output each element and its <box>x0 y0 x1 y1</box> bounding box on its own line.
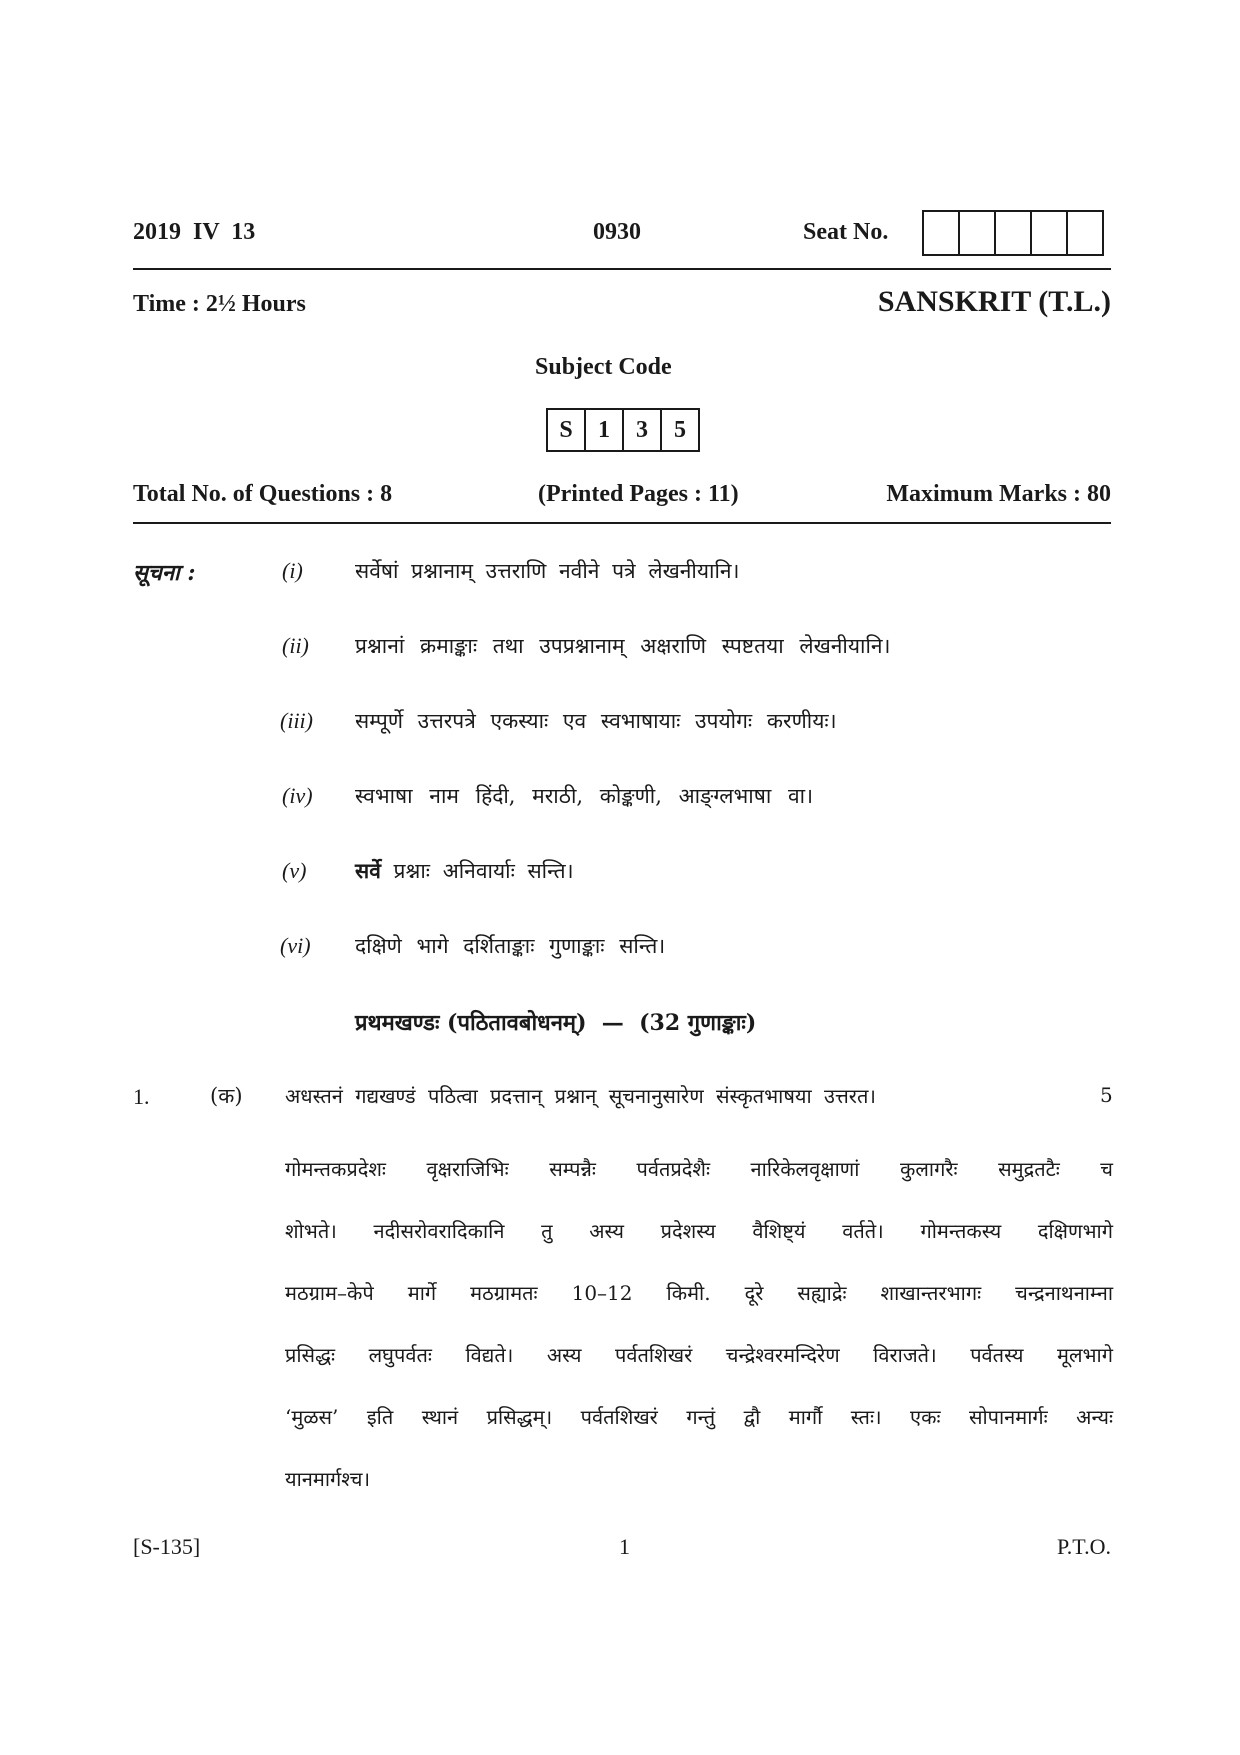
paper-code: 0930 <box>593 219 641 245</box>
seat-cell[interactable] <box>960 212 996 254</box>
subject-code-char: 1 <box>586 410 624 450</box>
passage <box>285 1138 1113 1510</box>
subject-code-char: 5 <box>674 416 686 443</box>
instruction-number: (iv) <box>282 783 313 808</box>
passage-line: यानमार्गश्च। <box>285 1467 371 1491</box>
instruction-number: (v) <box>282 858 307 883</box>
header-rule <box>133 268 1111 270</box>
page-number: 1 <box>619 1534 630 1559</box>
subject-code-char: 3 <box>624 410 662 450</box>
section-title: प्रथमखण्डः (पठितावबोधनम्) — (32 गुणाङ्काः) <box>355 1010 757 1036</box>
seat-cell[interactable] <box>1068 212 1102 254</box>
maximum-marks: Maximum Marks : 80 <box>886 481 1111 507</box>
date-code: 2019 IV 13 <box>133 219 256 245</box>
instruction-text-rest: प्रश्नाः अनिवार्याः सन्ति। <box>380 859 574 883</box>
printed-pages: (Printed Pages : 11) <box>538 481 739 507</box>
subject-code-label: Subject Code <box>535 354 672 380</box>
instruction-text: सर्वेषां प्रश्नानाम् उत्तराणि नवीने पत्रे लेखनीयानि। <box>355 559 740 583</box>
passage-line: प्रसिद्धः लघुपर्वतः विद्यते। अस्य पर्वतशिखरं चन्द्रेश्वरमन्दिरेण विराजते। पर्वतस्य मूलभागे <box>285 1343 1113 1367</box>
question-marks: 5 <box>1100 1083 1113 1107</box>
instruction-text: स्वभाषा नाम हिंदी, मराठी, कोङ्कणी, आङ्ग्लभाषा वा। <box>355 784 814 808</box>
passage-line: ‘मुळस’ इति स्थानं प्रसिद्धम्। पर्वतशिखरं गन्तुं द्वौ मार्गौ स्तः। एकः सोपानमार्गः अन्यः <box>285 1405 1113 1429</box>
question-sub-label: (क) <box>210 1084 243 1108</box>
instruction-text <box>355 857 574 885</box>
seat-cell[interactable] <box>924 212 960 254</box>
question-prompt: अधस्तनं गद्यखण्डं पठित्वा प्रदत्तान् प्रश्नान् सूचनानुसारेण संस्कृतभाषया उत्तरत। <box>285 1084 876 1108</box>
subject-code-char: S <box>548 410 586 450</box>
please-turn-over: P.T.O. <box>1057 1534 1111 1559</box>
passage-line: मठग्राम–केपे मार्गे मठग्रामतः 10–12 किमी. दूरे सह्याद्रेः शाखान्तरभागः चन्द्रनाथनाम्ना <box>285 1281 1113 1305</box>
total-questions: Total No. of Questions : 8 <box>133 481 393 507</box>
seat-cell[interactable] <box>996 212 1032 254</box>
instruction-number: (i) <box>282 558 303 583</box>
instructions-label: सूचना : <box>133 560 196 586</box>
seat-cell[interactable] <box>1032 212 1068 254</box>
instruction-text: सम्पूर्णे उत्तरपत्रे एकस्याः एव स्वभाषायाः उपयोगः करणीयः। <box>355 709 837 733</box>
instruction-number: (ii) <box>282 633 309 658</box>
subject-title: SANSKRIT (T.L.) <box>877 285 1111 318</box>
time-allowed: Time : 2½ Hours <box>133 291 306 317</box>
seat-number-boxes <box>922 210 1104 256</box>
instruction-bold-word: सर्वे <box>355 858 381 883</box>
footer-paper-ref: [S-135] <box>133 1534 201 1559</box>
seat-label: Seat No. <box>803 219 889 245</box>
instruction-number: (iii) <box>280 708 313 733</box>
header-rule-2 <box>133 522 1111 524</box>
instruction-text: प्रश्नानां क्रमाङ्काः तथा उपप्रश्नानाम् अक्षराणि स्पष्टतया लेखनीयानि। <box>355 634 891 658</box>
passage-line: शोभते। नदीसरोवरादिकानि तु अस्य प्रदेशस्य वैशिष्ट्यं वर्तते। गोमन्तकस्य दक्षिणभागे <box>285 1219 1113 1243</box>
instruction-number: (vi) <box>280 933 311 958</box>
subject-code-boxes <box>546 408 700 452</box>
instruction-text: दक्षिणे भागे दर्शिताङ्काः गुणाङ्काः सन्ति। <box>355 934 666 958</box>
passage-line: गोमन्तकप्रदेशः वृक्षराजिभिः सम्पन्नैः पर्वतप्रदेशैः नारिकेलवृक्षाणां कुलागरैः समुद्रतटैः च <box>285 1157 1113 1181</box>
question-number: 1. <box>133 1084 150 1109</box>
